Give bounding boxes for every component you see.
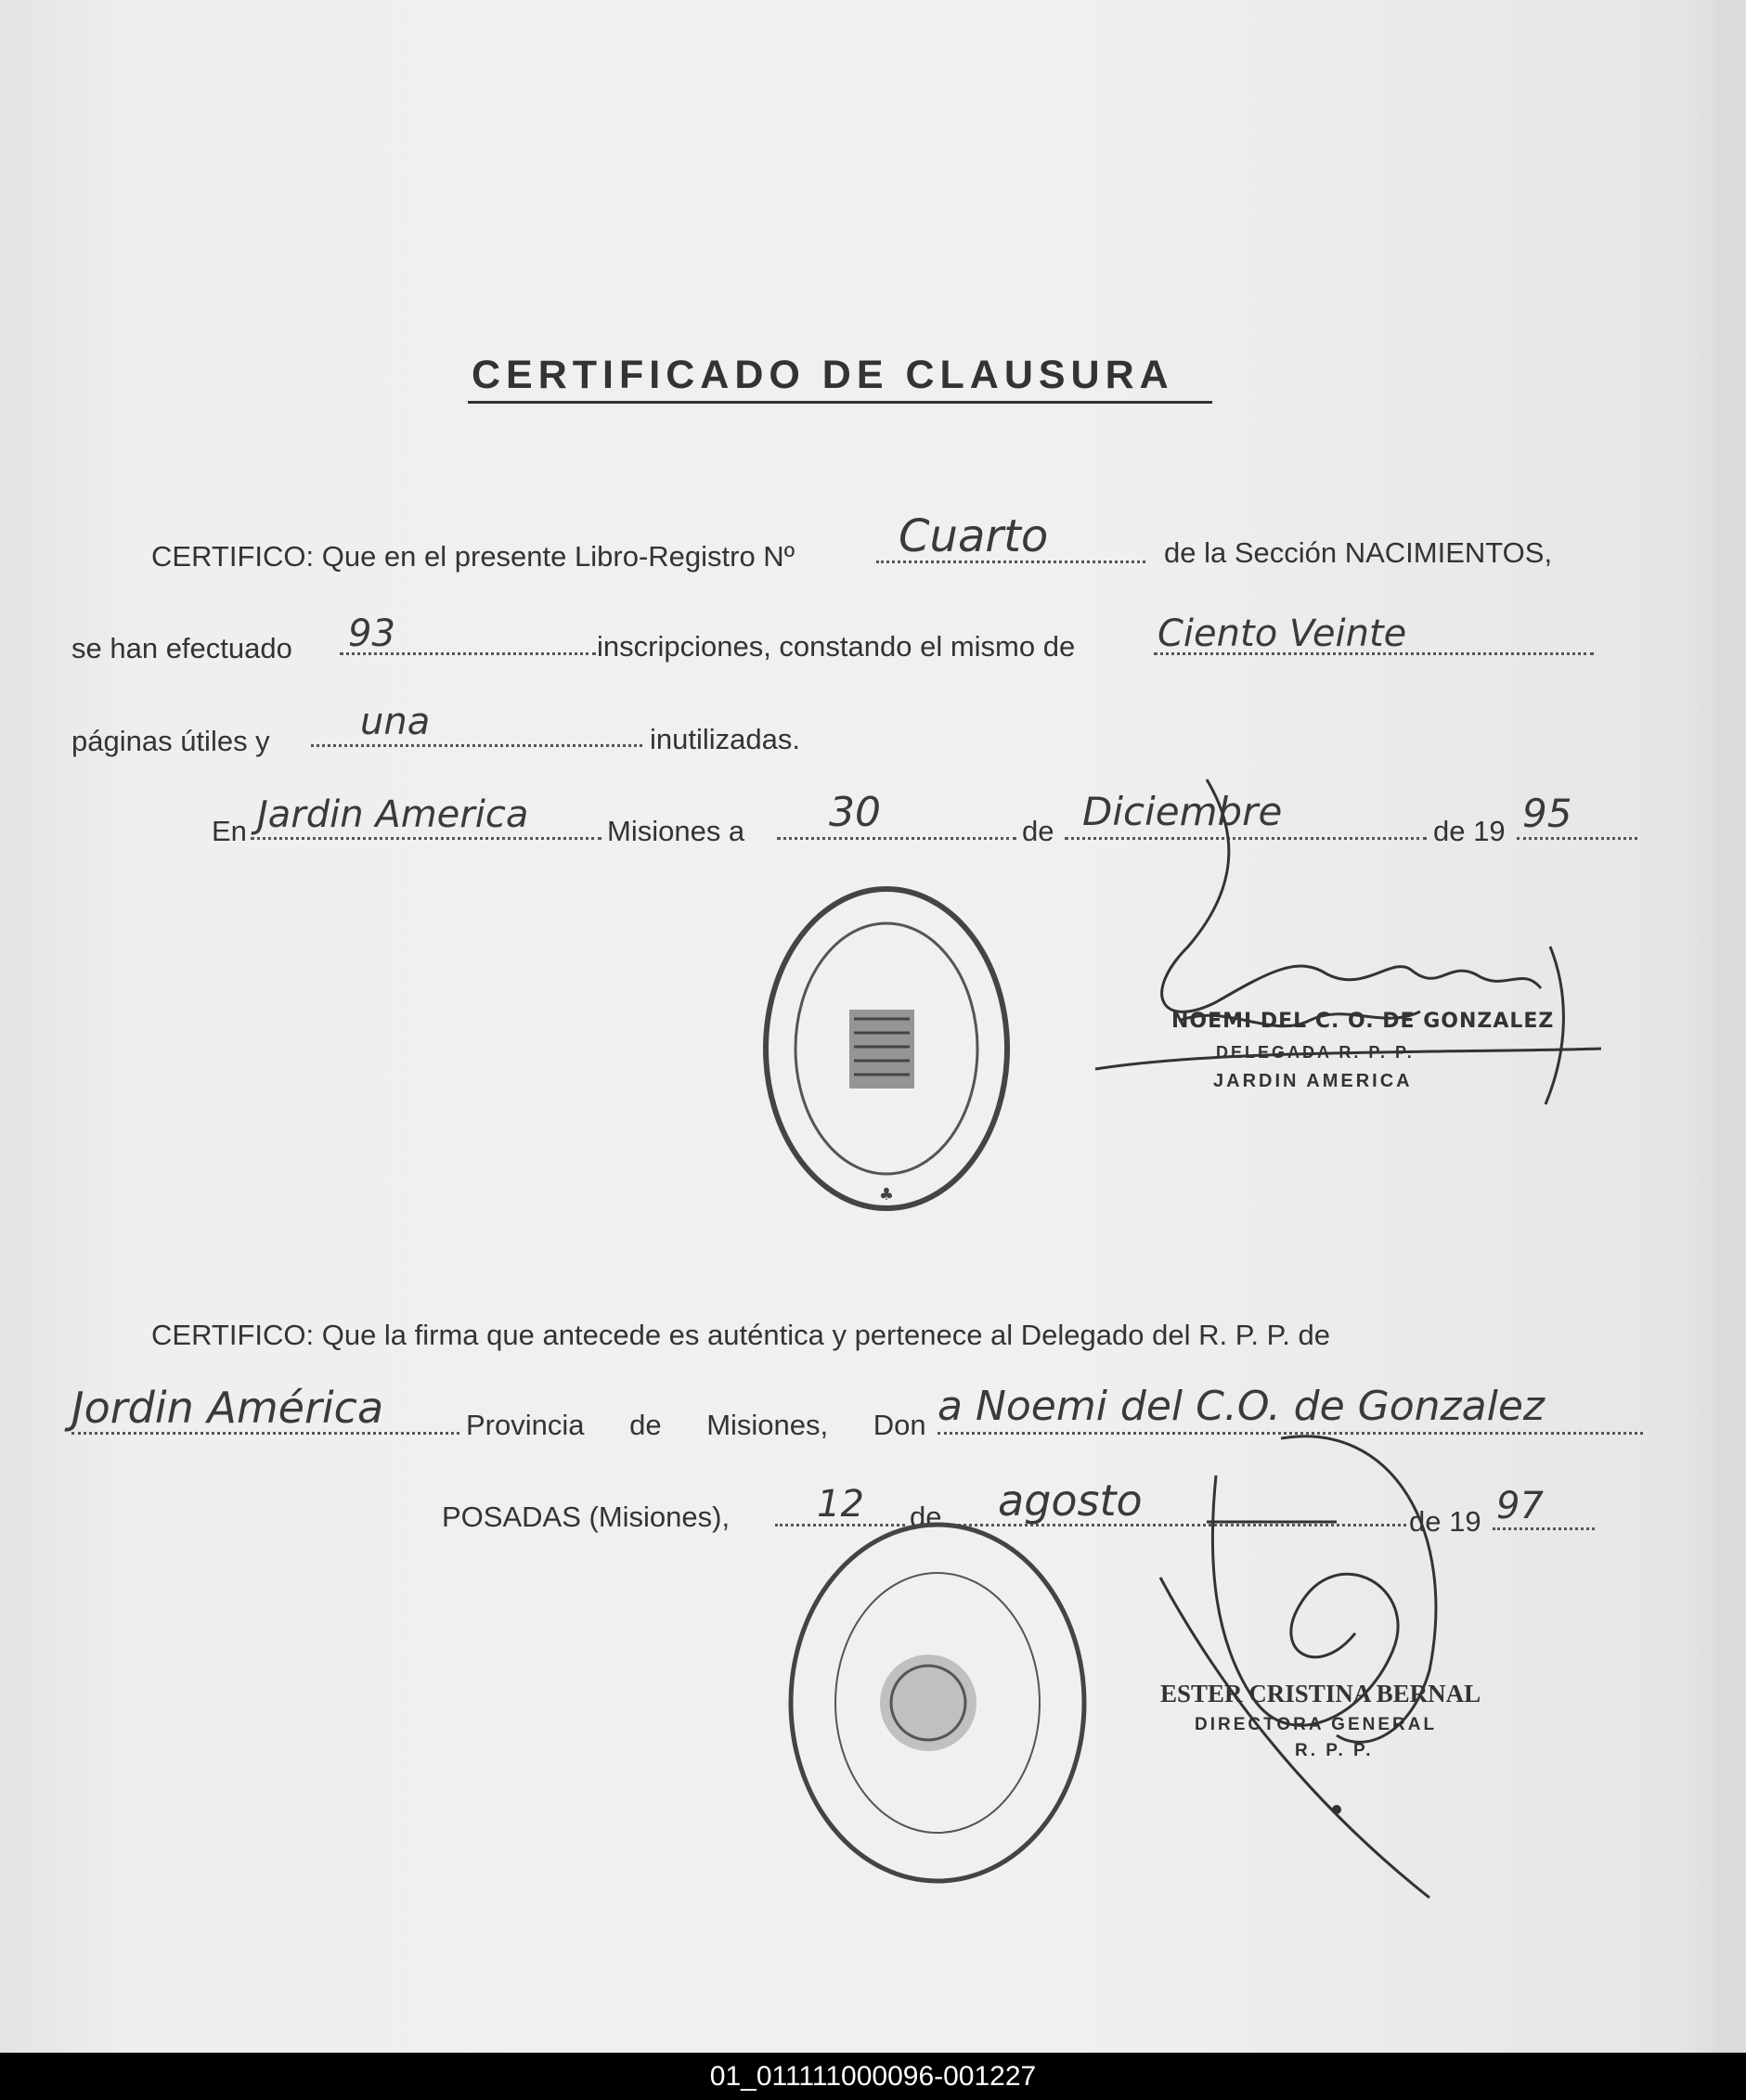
directora-org: R. P. P.: [1295, 1741, 1374, 1760]
direccion-general-seal: [780, 1513, 1095, 1893]
delegacion-seal: [757, 880, 1016, 1218]
mes-handwritten: Diciembre: [1082, 789, 1283, 834]
svg-text:♣: ♣: [878, 1185, 895, 1205]
provincia-label: Provincia de Misiones, Don: [466, 1409, 926, 1441]
document-id-footer: 01_011111000096-001227: [0, 2053, 1746, 2100]
dia-field-line: [777, 837, 1016, 840]
misiones-label: Misiones a: [607, 815, 745, 847]
anio-handwritten: 95: [1522, 791, 1572, 836]
page-edge: [1715, 0, 1746, 2053]
document-title: CERTIFICADO DE CLAUSURA: [472, 353, 1174, 397]
section1-line3-start: páginas útiles y: [71, 725, 270, 757]
directora-name: ESTER CRISTINA BERNAL: [1160, 1680, 1481, 1707]
de-label: de: [1022, 815, 1054, 847]
section1-line2-mid: inscripciones, constando el mismo de: [597, 630, 1076, 663]
dia-handwritten: 30: [829, 789, 881, 836]
section2-de-label: de: [910, 1501, 942, 1533]
lugar-handwritten: Jardin America: [257, 793, 529, 836]
section2-anio-label: de 19: [1409, 1505, 1481, 1538]
lugar-field-line: [251, 837, 601, 840]
section2-anio-handwritten: 97: [1496, 1485, 1544, 1527]
paginas-handwritten: Ciento Veinte: [1158, 612, 1407, 655]
delegada-name: NOEMI DEL C. O. DE GONZALEZ: [1171, 1010, 1555, 1033]
section2-dia-handwritten: 12: [817, 1483, 864, 1526]
libro-numero-handwritten: Cuarto: [899, 510, 1049, 562]
posadas-label: POSADAS (Misiones),: [442, 1501, 731, 1533]
delegada-role: DELEGADA R. P. P.: [1216, 1043, 1415, 1062]
section1-line2-start: se han efectuado: [71, 632, 292, 664]
nombre-handwritten: a Noemi del C.O. de Gonzalez: [938, 1383, 1546, 1430]
inutilizadas-field-line: [311, 744, 642, 747]
section2-mes-handwritten: agosto: [998, 1475, 1143, 1526]
anio-label: de 19: [1433, 815, 1506, 847]
directora-signature: [1151, 1420, 1541, 1902]
inscripciones-handwritten: 93: [348, 612, 395, 655]
delegada-place: JARDIN AMERICA: [1213, 1071, 1413, 1091]
section2-line1: CERTIFICO: Que la firma que antecede es auténtica y pertenece al Delegado del R. P. P. de: [151, 1319, 1331, 1351]
section1-line3-end: inutilizadas.: [650, 723, 800, 755]
section1-line1-end: de la Sección NACIMIENTOS,: [1164, 536, 1553, 569]
section1-line1-start: CERTIFICO: Que en el presente Libro-Registro Nº: [151, 540, 795, 573]
inutilizadas-handwritten: una: [360, 701, 431, 743]
section2-lugar-handwritten: Jordin América: [71, 1383, 384, 1433]
title-underline: [468, 401, 1212, 404]
directora-role: DIRECTORA GENERAL: [1195, 1715, 1438, 1734]
en-label: En: [212, 815, 247, 847]
